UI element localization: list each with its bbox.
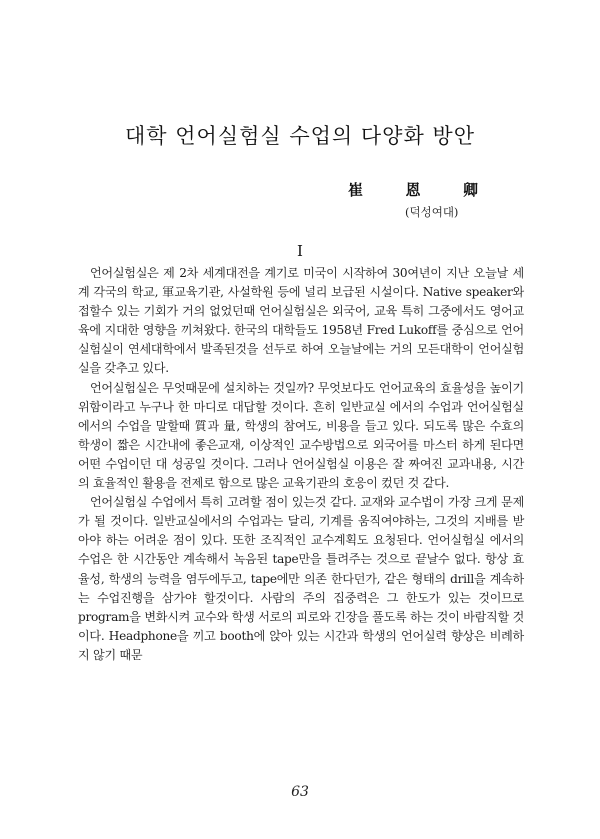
author-char: 崔 (348, 181, 364, 199)
section-number: I (297, 242, 303, 260)
author-name (348, 179, 478, 200)
page-number: 63 (291, 784, 309, 800)
paragraph: 언어실험실은 제 2차 세계대전을 계기로 미국이 시작하여 30여년이 지난 오늘날 세계 각국의 학교, 軍교육기관, 사설학원 등에 널리 보급된 시설이다. Native speaker와 접할수 있는 기회가 거의 없었던때 언어실험실은 외국어, 교육 특히 그중에서도 영어교육에 지대한 영향을 끼쳐왔다. 한국의 대학들도 1958년 Fred Lukoff를 중심으로 언어실험실이 연세대학에서 발족된것을 선두로 하여 오늘날에는 거의 모든대학이 언어실험실을 갖추고 있다. (78, 266, 524, 376)
author-affiliation: (덕성여대) (405, 205, 459, 219)
author-char: 恩 (405, 181, 421, 199)
author-char: 卿 (462, 181, 478, 199)
body-text (78, 264, 524, 665)
paper-title: 대학 언어실험실 수업의 다양화 방안 (125, 124, 475, 148)
paragraph: 언어실험실 수업에서 특히 고려할 점이 있는것 같다. 교재와 교수법이 가장 크게 문제가 될 것이다. 일반교실에서의 수업과는 달리, 기계를 움직여야하는, 그것의 지배를 받아야 하는 어려운 점이 있다. 또한 조직적인 교수계획도 요청된다. 언어실험실 에서의 수업은 한 시간동안 계속해서 녹음된 tape만을 틀려주는 것으로 끝날수 없다. 항상 효율성, 학생의 능력을 염두에두고, tape에만 의존 한다던가, 같은 형태의 drill을 계속하는 수업진행을 삼가야 할것이다. 사람의 주의 집중력은 그 한도가 있는 것이므로 program을 변화시켜 교수와 학생 서로의 피로와 긴장을 풀도록 하는 것이 바람직할 것이다. Headphone을 끼고 booth에 앉아 있는 시간과 학생의 언어실력 향상은 비례하지 않기 때문 (78, 495, 524, 662)
paragraph: 언어실험실은 무엇때문에 설치하는 것일까? 무엇보다도 언어교육의 효율성을 높이기 위함이라고 누구나 한 마디로 대답할 것이다. 흔히 일반교실 에서의 수업과 언어실험실에서의 수업을 말할때 質과 量, 학생의 참여도, 비용을 들고 있다. 되도록 많은 수효의 학생이 짧은 시간내에 좋은교재, 이상적인 교수방법으로 외국어를 마스터 하게 된다면 어떤 수업이던 대 성공일 것이다. 그러나 언어실험실 이용은 잘 짜여진 교과내용, 시간의 효율적인 활용을 전제로 함으로 많은 교육기관의 호응이 컸던 것 같다. (78, 380, 524, 491)
